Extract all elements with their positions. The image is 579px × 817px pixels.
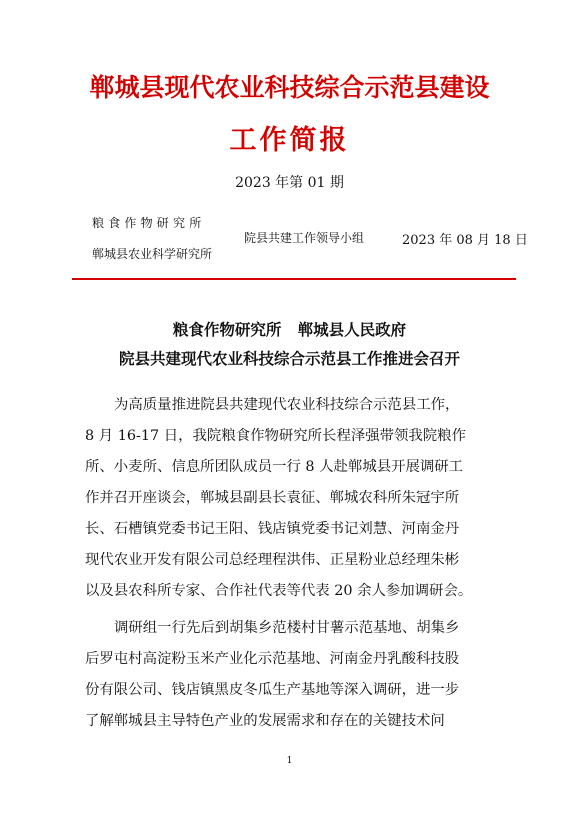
article-headline-1: 粮食作物研究所 郸城县人民政府 <box>172 320 407 339</box>
body-line: 后罗屯村高淀粉玉米产业化示范基地、河南金丹乳酸科技股 <box>85 651 460 667</box>
issue-number: 2023 年第 01 期 <box>235 175 344 191</box>
body-line: 8 月 16-17 日，我院粮食作物研究所长程泽强带领我院粮作 <box>85 428 466 444</box>
bulletin-title: 郸城县现代农业科技综合示范县建设 <box>89 73 490 102</box>
body-line: 作并召开座谈会，郸城县副县长袁征、郸城农科所朱冠宇所 <box>85 490 460 506</box>
issuer-group: 院县共建工作领导小组 <box>244 231 365 245</box>
issuer-org-1: 粮食作物研究所 <box>92 216 206 230</box>
body-line: 现代农业开发有限公司总经理程洪伟、正星粉业总经理朱彬 <box>85 552 460 568</box>
issue-date: 2023 年 08 月 18 日 <box>402 233 528 248</box>
body-line: 长、石槽镇党委书记王阳、钱店镇党委书记刘慧、河南金丹 <box>85 521 460 537</box>
body-line: 以及县农科所专家、合作社代表等代表 20 余人参加调研会。 <box>85 583 473 599</box>
issuer-org-2: 郸城县农业科学研究所 <box>92 247 213 261</box>
red-divider <box>72 278 516 280</box>
body-line: 所、小麦所、信息所团队成员一行 8 人赴郸城县开展调研工 <box>85 459 464 475</box>
article-headline-2: 院县共建现代农业科技综合示范县工作推进会召开 <box>118 349 460 368</box>
bulletin-subtitle: 工作简报 <box>229 125 350 156</box>
body-line: 调研组一行先后到胡集乡范楼村甘薯示范基地、胡集乡 <box>114 620 460 636</box>
page-number: 1 <box>286 756 293 766</box>
body-line: 了解郸城县主导特色产业的发展需求和存在的关键技术问 <box>85 713 445 729</box>
body-line: 为高质量推进院县共建现代农业科技综合示范县工作， <box>114 397 460 413</box>
body-line: 份有限公司、钱店镇黑皮冬瓜生产基地等深入调研，进一步 <box>85 682 460 698</box>
